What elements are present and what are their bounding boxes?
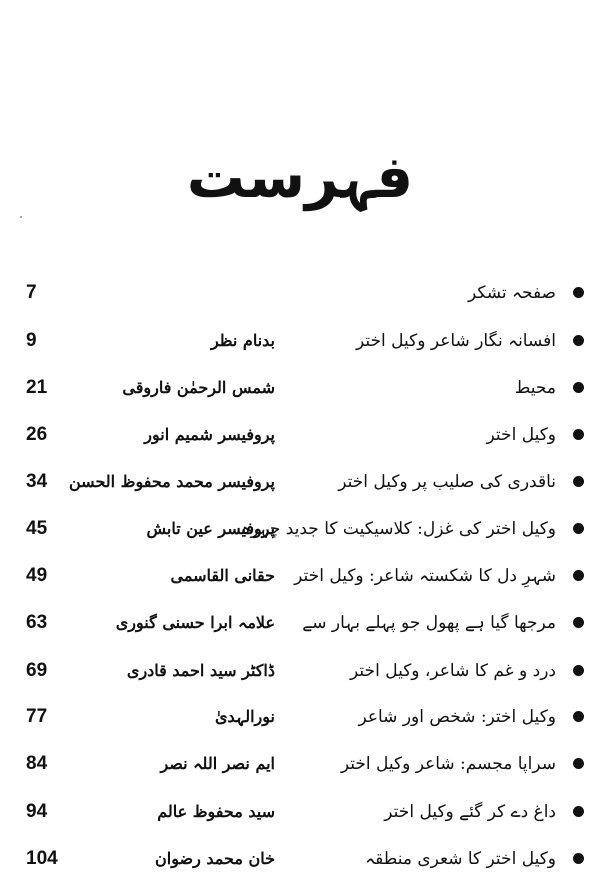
author-name: حقانی القاسمی xyxy=(170,566,275,585)
page-number: 7 xyxy=(26,282,37,303)
page-number: 84 xyxy=(26,753,48,774)
chapter-title: سراپا مجسم: شاعر وکیل اختر xyxy=(340,754,556,774)
chapter-title: شہرِ دل کا شکستہ شاعر: وکیل اختر xyxy=(294,566,556,586)
page-number: 34 xyxy=(26,471,48,492)
page-number: 104 xyxy=(26,848,58,869)
chapter-title: وکیل اختر کی غزل: کلاسیکیت کا جدید چہرہ xyxy=(240,519,556,539)
page-number: 45 xyxy=(26,518,48,539)
chapter-title: مرجھا گیا ہے پھول جو پہلے بہار سے xyxy=(302,613,556,633)
author-name: پروفیسر محمد محفوظ الحسن xyxy=(69,472,275,491)
bullet-icon xyxy=(573,806,584,817)
page-number: 49 xyxy=(26,565,48,586)
bullet-icon xyxy=(573,476,584,487)
author-name: ایم نصر اللہ نصر xyxy=(160,754,275,773)
bullet-icon xyxy=(573,665,584,676)
page-number: 69 xyxy=(26,660,48,681)
author-name: شمس الرحمٰن فاروقی xyxy=(122,378,275,397)
toc-entry xyxy=(0,656,600,686)
bullet-icon xyxy=(573,429,584,440)
toc-entry xyxy=(0,608,600,638)
bullet-icon xyxy=(573,617,584,628)
toc-entry xyxy=(0,844,600,874)
chapter-title: وکیل اختر کا شعری منطقہ xyxy=(365,849,556,869)
chapter-title: ناقدری کی صلیب پر وکیل اختر xyxy=(338,472,556,492)
toc-entry xyxy=(0,749,600,779)
toc-entry xyxy=(0,326,600,356)
toc-entry xyxy=(0,514,600,544)
author-name: خان محمد رضوان xyxy=(155,849,275,868)
bullet-icon xyxy=(573,758,584,769)
author-name: ڈاکٹر سید احمد قادری xyxy=(126,661,275,680)
bullet-icon xyxy=(573,711,584,722)
author-name: پروفیسر شمیم انور xyxy=(144,425,275,444)
author-name: سید محفوظ عالم xyxy=(157,802,275,821)
toc-entry xyxy=(0,420,600,450)
toc-entry xyxy=(0,467,600,497)
bullet-icon xyxy=(573,287,584,298)
page-number: 94 xyxy=(26,801,48,822)
page-number: 9 xyxy=(26,330,37,351)
chapter-title: صفحہ تشکر xyxy=(467,283,556,303)
author-name: پروفیسر عین تابش xyxy=(146,519,275,538)
author-name: بدنام نظر xyxy=(210,331,275,350)
page-number: 63 xyxy=(26,612,48,633)
bullet-icon xyxy=(573,570,584,581)
toc-entry xyxy=(0,373,600,403)
chapter-title: درد و غم کا شاعر، وکیل اختر xyxy=(350,661,556,681)
toc-entry xyxy=(0,561,600,591)
bullet-icon xyxy=(573,523,584,534)
chapter-title: وکیل اختر: شخص اور شاعر xyxy=(358,707,556,727)
bullet-icon xyxy=(573,335,584,346)
bullet-icon xyxy=(573,853,584,864)
page-number: 77 xyxy=(26,706,48,727)
toc-entry xyxy=(0,702,600,732)
page-number: 26 xyxy=(26,424,48,445)
toc-entry xyxy=(0,278,600,308)
page-number: 21 xyxy=(26,377,48,398)
chapter-title: محیط xyxy=(514,378,556,398)
chapter-title: وکیل اختر xyxy=(486,425,556,445)
page-title: فہرست xyxy=(186,143,414,211)
chapter-title: افسانہ نگار شاعر وکیل اختر xyxy=(355,331,556,351)
toc-entry xyxy=(0,797,600,827)
author-name: نورالہدیٰ xyxy=(214,707,275,726)
scan-speck xyxy=(20,216,22,218)
author-name: علامہ ابرا حسنی گنوری xyxy=(115,613,275,632)
bullet-icon xyxy=(573,382,584,393)
chapter-title: داغ دے کر گئے وکیل اختر xyxy=(384,802,556,822)
